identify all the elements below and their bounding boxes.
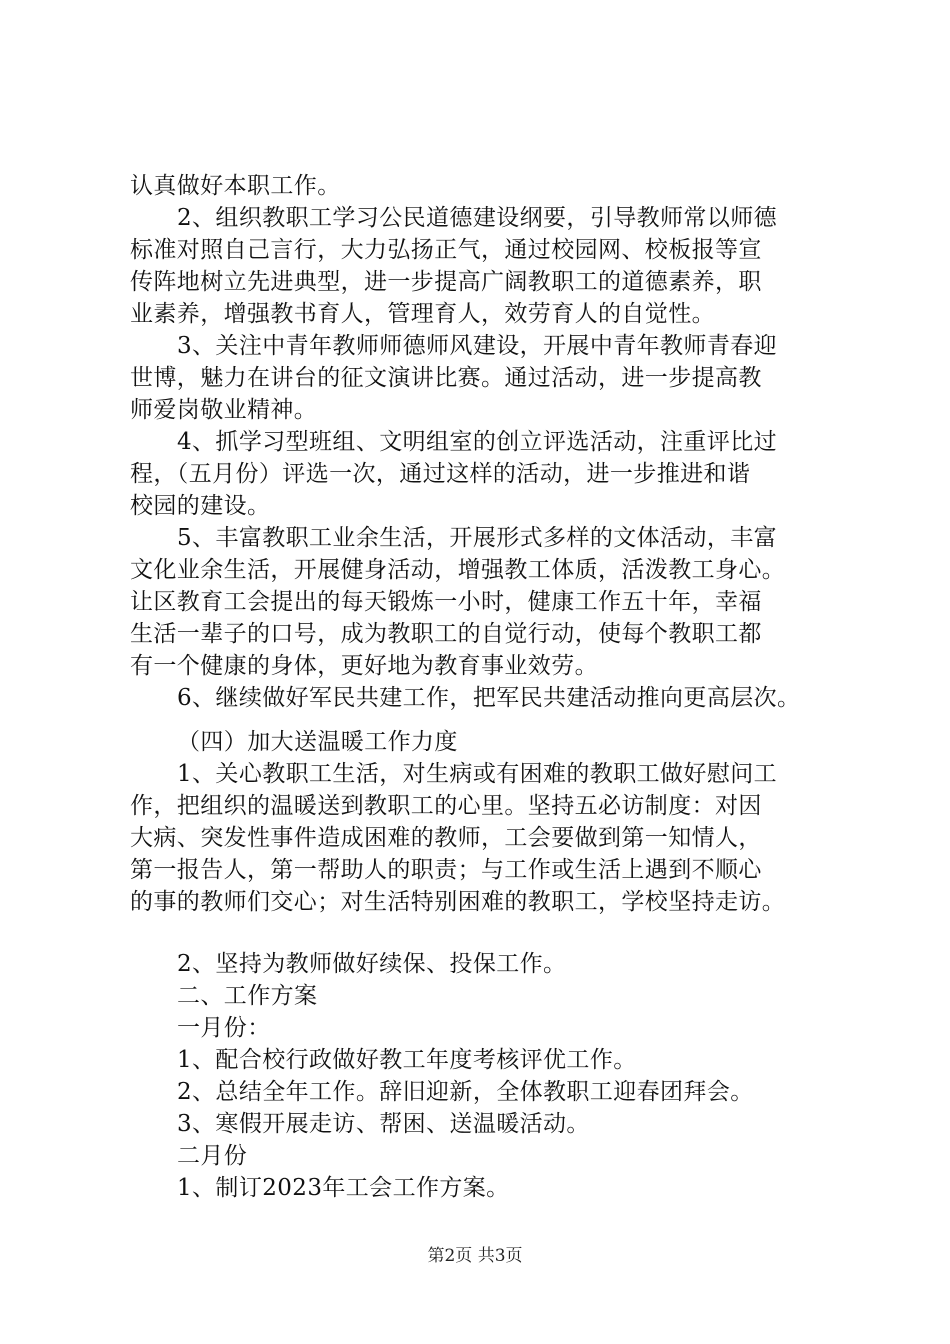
text-line: 第一报告人，第一帮助人的职责；与工作或生活上遇到不顺心 — [130, 857, 762, 883]
text-line: 3、寒假开展走访、帮困、送温暖活动。 — [177, 1111, 590, 1137]
section-heading: 二、工作方案 — [177, 983, 318, 1009]
text-line: 2、组织教职工学习公民道德建设纲要，引导教师常以师德 — [177, 205, 778, 231]
text-line: 作，把组织的温暖送到教职工的心里。坚持五必访制度：对因 — [130, 793, 762, 819]
text-line: 传阵地树立先进典型，进一步提高广阔教职工的道德素养，职 — [130, 269, 762, 295]
text-line: 师爱岗敬业精神。 — [130, 397, 318, 423]
text-line: 程，（五月份）评选一次，通过这样的活动，进一步推进和谐 — [130, 461, 751, 487]
text-line: 认真做好本职工作。 — [130, 173, 341, 199]
document-body — [130, 170, 830, 1204]
text-line: 让区教育工会提出的每天锻炼一小时，健康工作五十年，幸福 — [130, 589, 762, 615]
page-number-footer: 第2页 共3页 — [427, 1246, 523, 1266]
text-line: 3、关注中青年教师师德师风建设，开展中青年教师青春迎 — [177, 333, 778, 359]
text-line: 1、制订2023年工会工作方案。 — [177, 1175, 510, 1201]
text-line: 2、总结全年工作。辞旧迎新，全体教职工迎春团拜会。 — [177, 1079, 754, 1105]
section-heading: （四）加大送温暖工作力度 — [177, 729, 458, 755]
paragraph-gap — [130, 918, 830, 948]
text-line: 大病、突发性事件造成困难的教师，工会要做到第一知情人， — [130, 825, 762, 851]
paragraph-gap — [130, 714, 830, 726]
text-line: 5、丰富教职工业余生活，开展形式多样的文体活动，丰富 — [177, 525, 778, 551]
month-heading: 二月份 — [177, 1143, 248, 1169]
text-line: 生活一辈子的口号，成为教职工的自觉行动，使每个教职工都 — [130, 621, 762, 647]
text-line: 有一个健康的身体，更好地为教育事业效劳。 — [130, 653, 598, 679]
text-line: 的事的教师们交心；对生活特别困难的教职工，学校坚持走访。 — [130, 889, 786, 915]
text-line: 4、抓学习型班组、文明组室的创立评选活动，注重评比过 — [177, 429, 778, 455]
text-line: 世博，魅力在讲台的征文演讲比赛。通过活动，进一步提高教 — [130, 365, 762, 391]
month-heading: 一月份： — [177, 1015, 271, 1041]
text-line: 1、关心教职工生活，对生病或有困难的教职工做好慰问工 — [177, 761, 778, 787]
text-line: 6、继续做好军民共建工作，把军民共建活动推向更高层次。 — [177, 685, 801, 711]
text-line: 标准对照自己言行，大力弘扬正气，通过校园网、校板报等宣 — [130, 237, 762, 263]
text-line: 文化业余生活，开展健身活动，增强教工体质，活泼教工身心。 — [130, 557, 786, 583]
text-line: 业素养，增强教书育人，管理育人，效劳育人的自觉性。 — [130, 301, 715, 327]
text-line: 校园的建设。 — [130, 493, 271, 519]
text-line: 1、配合校行政做好教工年度考核评优工作。 — [177, 1047, 637, 1073]
text-line: 2、坚持为教师做好续保、投保工作。 — [177, 951, 567, 977]
